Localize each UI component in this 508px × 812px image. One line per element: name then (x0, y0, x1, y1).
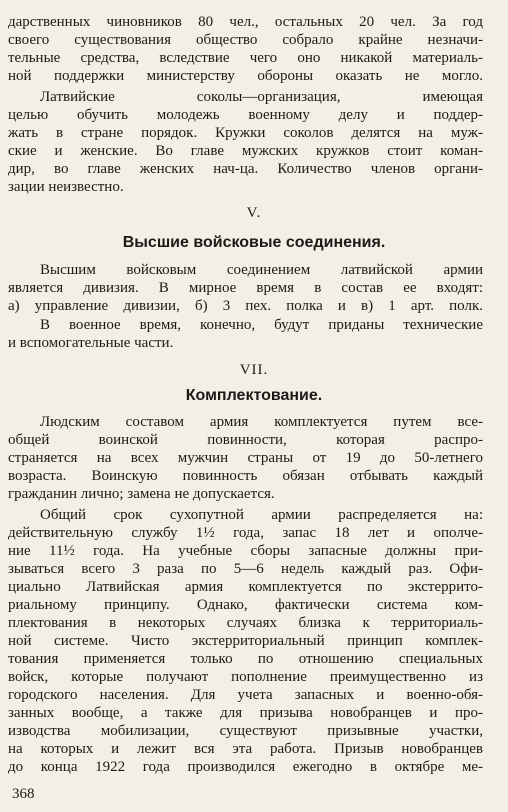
text-line: а) управление дивизии, б) 3 пех. полка и в) 1 арт. полк. (8, 298, 483, 314)
text-line: дир, во главе женских нач-ца. Количество членов органи- (8, 161, 483, 177)
text-line: занных вообще, а также для призыва новобранцев и про- (8, 705, 483, 721)
text-line: Латвийские соколы—организация, имеющая (40, 89, 483, 105)
text-line: возраста. Воинскую повинность обязан отбывать каждый (8, 468, 483, 484)
text-line: В военное время, конечно, будут приданы технические (40, 317, 483, 333)
text-line: войск, которые получают пополнение преимущественно из (8, 669, 483, 685)
text-line: целью обучить молодежь военному делу и поддер- (8, 107, 483, 123)
section-heading: Высшие войсковые соединения. (122, 234, 386, 251)
section-numeral: V. (246, 205, 262, 221)
text-line: ной системе. Чисто экстерриториальный принцип комплек- (8, 633, 483, 649)
text-line: тельные средства, вследствие чего оно никакой материаль- (8, 50, 483, 66)
text-line: Высшим войсковым соединением латвийской армии (40, 262, 483, 278)
text-line: зации неизвестно. (8, 179, 124, 195)
text-line: Общий срок сухопутной армии распределяется на: (40, 507, 483, 523)
text-line: тования применяется только по отношению специальных (8, 651, 483, 667)
text-line: жать в стране порядок. Кружки соколов делятся на муж- (8, 125, 483, 141)
text-line: действительную службу 1½ года, запас 18 лет и ополче- (8, 525, 483, 541)
text-line: ной поддержки министерству обороны оказать не могло. (8, 68, 483, 84)
text-line: ние 11½ года. На учебные сборы запасные должны при- (8, 543, 483, 559)
text-line: страняется на всех мужчин страны от 19 до 50-летнего (8, 450, 483, 466)
text-line: и вспомогательные части. (8, 335, 174, 351)
section-numeral: VII. (239, 362, 269, 378)
text-line: циально Латвийская армия комплектуется по экстеррито- (8, 579, 483, 595)
text-line: гражданин лично; замена не допускается. (8, 486, 275, 502)
text-line: риальному принципу. Однако, фактически система ком- (8, 597, 483, 613)
text-line: общей воинской повинности, которая распро- (8, 432, 483, 448)
text-line: городского населения. Для учета запасных и военно-обя- (8, 687, 483, 703)
text-line: на которых и лежит вся эта работа. Призыв новобранцев (8, 741, 483, 757)
text-line: зываться всего 3 раза по 5—6 недель каждый раз. Офи- (8, 561, 483, 577)
text-line: своего существования общество собрало крайне незначи- (8, 32, 483, 48)
text-line: является дивизия. В мирное время в состав ее входят: (8, 280, 483, 296)
text-line: изводства мобилизации, существуют призывные участки, (8, 723, 483, 739)
text-line: до конца 1922 года производился ежегодно в октябре ме- (8, 759, 483, 775)
text-line: Людским составом армия комплектуется путем все- (40, 414, 483, 430)
text-line: ские и женские. Во главе мужских кружков стоит коман- (8, 143, 483, 159)
text-line: плектования в некоторых случаях близка к территориаль- (8, 615, 483, 631)
page-number: 368 (12, 786, 35, 802)
section-heading: Комплектование. (185, 387, 323, 404)
text-line: дарственных чиновников 80 чел., остальных 20 чел. За год (8, 14, 483, 30)
